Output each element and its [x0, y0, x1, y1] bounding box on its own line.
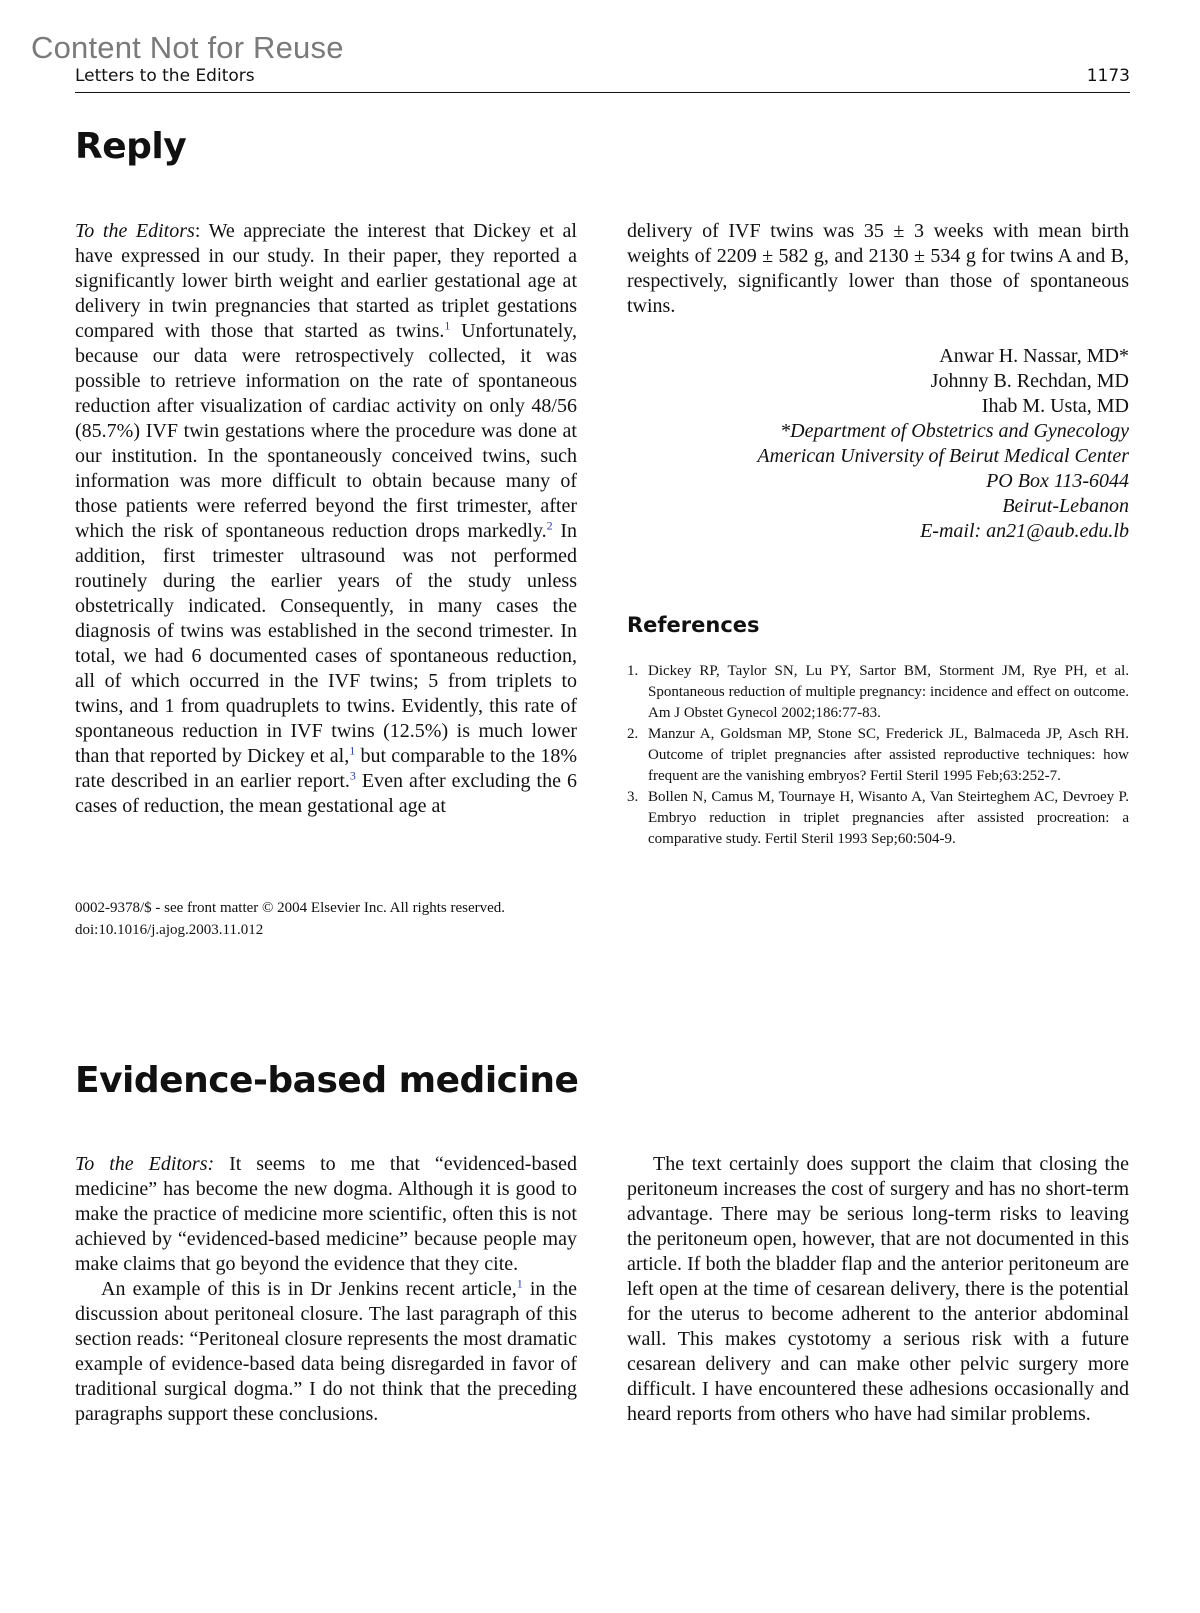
citation-link[interactable]: 1 [516, 1276, 523, 1291]
citation-link[interactable]: 3 [349, 768, 356, 783]
ebm-left-column [75, 1152, 577, 1427]
reply-title: Reply [75, 126, 187, 167]
salutation: To the Editors [75, 220, 195, 242]
text-span: : We appreciate the interest that Dickey et al have expressed in our study. In their paper, they reported a significantly lower birth weight and earlier gestational age at delivery in twin pregnancies that started as triplet gestations compared with those that started as twins. [75, 220, 577, 342]
watermark: Content Not for Reuse [31, 30, 344, 65]
reference-number: 3. [627, 789, 639, 805]
reference-item [627, 724, 1129, 787]
reference-text: Manzur A, Goldsman MP, Stone SC, Frederick JL, Balmaceda JP, Asch RH. Outcome of triplet pregnancies after assisted reproductive techniques: how frequent are the vanishing embryos? Fertil Steril 1995 Feb;63:252-7. [648, 726, 1129, 784]
author-po-box: PO Box 113-6044 [986, 470, 1129, 492]
ebm-paragraph [75, 1152, 577, 1277]
doi-line[interactable]: doi:10.1016/j.ajog.2003.11.012 [75, 922, 264, 938]
reference-text: Bollen N, Camus M, Tournaye H, Wisanto A, Van Steirteghem AC, Devroey P. Embryo reduction in triplet pregnancies after assisted procreation: a comparative study. Fertil Steril 1993 Sep;60:504-9. [648, 789, 1129, 847]
author-signature [627, 344, 1129, 544]
reference-number: 1. [627, 663, 639, 679]
journal-section: Letters to the Editors [75, 66, 255, 86]
text-span: In addition, first trimester ultrasound was not performed routinely during the earlier years of the study unless obstetrically indicated. Consequently, in many cases the diagnosis of twins was established in the second trimester. In total, we had 6 documented cases of spontaneous reduction, all of which occurred in the IVF twins; 5 from triplets to twins, and 1 from quadruplets to twins. Evidently, this rate of spontaneous reduction in IVF twins (12.5%) is much lower than that reported by Dickey et al, [75, 520, 577, 767]
reference-item [627, 661, 1129, 724]
text-span: It seems to me that “evidenced-based medicine” has become the new dogma. Although it is good to make the practice of medicine more scientific, often this is not achieved by “evidenced-based medicine” because people may make claims that go beyond the evidence that they cite. [75, 1153, 577, 1275]
reply-right-column [627, 219, 1129, 319]
ebm-paragraph: The text certainly does support the claim that closing the peritoneum increases the cost of surgery and has no short-term advantage. There may be serious long-term risks to leaving the peritoneum open, however, that are not documented in this article. If both the bladder flap and the anterior peritoneum are left open at the time of cesarean delivery, there is the potential for the uterus to become adherent to the anterior abdominal wall. This makes cystotomy a serious risk with a future cesarean delivery and can make other pelvic surgery more difficult. I have encountered these adhesions occasionally and heard reports from others who have had similar problems. [627, 1153, 1129, 1425]
page-number: 1173 [1086, 66, 1130, 86]
reply-continuation: delivery of IVF twins was 35 ± 3 weeks with mean birth weights of 2209 ± 582 g, and 2130 ± 534 g for twins A and B, respectively, significantly lower than those of spontaneous twins. [627, 220, 1129, 317]
reply-paragraph [75, 219, 577, 819]
reply-left-column [75, 219, 577, 819]
text-span: Even after excluding the 6 cases of reduction, the mean gestational age at [75, 770, 578, 817]
citation-link[interactable]: 1 [444, 318, 451, 333]
running-header [75, 66, 1130, 93]
text-span: Unfortunately, because our data were retrospectively collected, it was possible to retrieve information on the rate of spontaneous reduction after visualization of cardiac activity on only 48/56 (85.7%) IVF twin gestations where the procedure was done at our institution. In the spontaneously conceived twins, such information was more difficult to obtain because many of those patients were referred beyond the first trimester, after which the risk of spontaneous reduction drops markedly. [75, 320, 578, 542]
citation-link[interactable]: 2 [546, 518, 553, 533]
reference-number: 2. [627, 726, 639, 742]
citation-link[interactable]: 1 [349, 743, 356, 758]
copyright-line: 0002-9378/$ - see front matter © 2004 Elsevier Inc. All rights reserved. [75, 900, 506, 916]
text-span: but comparable to the 18% rate described in an earlier report. [75, 745, 577, 792]
author-email[interactable]: E-mail: an21@aub.edu.lb [920, 520, 1129, 542]
author-city: Beirut-Lebanon [1002, 495, 1129, 517]
ebm-right-column [627, 1152, 1129, 1427]
ebm-title: Evidence-based medicine [75, 1060, 579, 1101]
reference-item [627, 787, 1129, 850]
text-span: in the discussion about peritoneal closure. The last paragraph of this section reads: “Peritoneal closure represents the most dramatic example of evidence-based data being disregarded in favor of traditional surgical dogma.” I do not think that the preceding paragraphs support these conclusions. [75, 1278, 577, 1425]
reference-text: Dickey RP, Taylor SN, Lu PY, Sartor BM, Storment JM, Rye PH, et al. Spontaneous reduction of multiple pregnancy: incidence and effect on outcome. Am J Obstet Gynecol 2002;186:77-83. [648, 663, 1129, 721]
references-heading: References [627, 613, 760, 637]
text-span: An example of this is in Dr Jenkins recent article, [101, 1278, 517, 1300]
reference-list [627, 661, 1129, 850]
author-name: Johnny B. Rechdan, MD [930, 370, 1129, 392]
salutation: To the Editors: [75, 1153, 215, 1175]
copyright-footnote [75, 897, 577, 941]
ebm-paragraph [75, 1277, 577, 1427]
author-institution: American University of Beirut Medical Center [757, 445, 1129, 467]
author-name: Ihab M. Usta, MD [981, 395, 1129, 417]
author-name: Anwar H. Nassar, MD* [939, 345, 1129, 367]
author-department: *Department of Obstetrics and Gynecology [780, 420, 1129, 442]
